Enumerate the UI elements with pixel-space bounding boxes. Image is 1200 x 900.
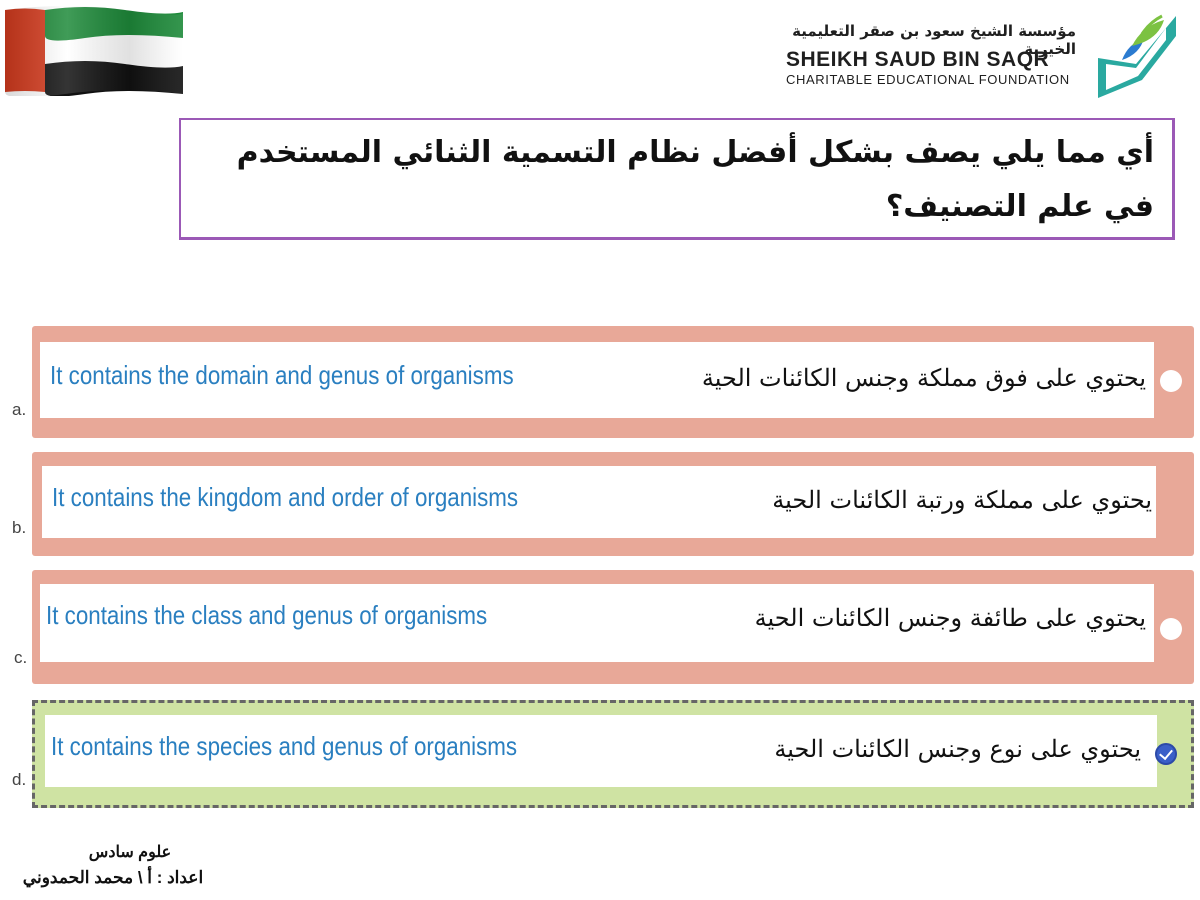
option-arabic-text: يحتوي على فوق مملكة وجنس الكائنات الحية — [701, 364, 1146, 392]
option-c[interactable] — [32, 570, 1194, 684]
radio-button[interactable] — [1160, 370, 1182, 392]
subject-label: علوم سادس — [88, 844, 172, 861]
option-b[interactable] — [32, 452, 1194, 556]
author-label: اعداد : أ \ محمد الحمدوني — [22, 868, 204, 887]
option-english-text: It contains the kingdom and order of organisms — [52, 482, 519, 512]
logo-english-subtitle: CHARITABLE EDUCATIONAL FOUNDATION — [786, 72, 1070, 87]
foundation-logo — [780, 10, 1200, 102]
logo-arabic-name: مؤسسة الشيخ سعود بن صقر التعليمية الخيرية — [792, 22, 1076, 58]
option-letter: c. — [14, 648, 28, 667]
option-arabic-text: يحتوي على مملكة ورتبة الكائنات الحية — [772, 486, 1152, 514]
option-english-text: It contains the domain and genus of organisms — [50, 360, 514, 390]
option-arabic-text: يحتوي على نوع وجنس الكائنات الحية — [774, 735, 1141, 763]
option-letter: d. — [12, 770, 27, 789]
option-arabic-text: يحتوي على طائفة وجنس الكائنات الحية — [754, 604, 1146, 632]
logo-english-name: SHEIKH SAUD BIN SAQR — [786, 48, 1050, 71]
question-text: أي مما يلي يصف بشكل أفضل نظام التسمية الثنائي المستخدم في علم التصنيف؟ — [236, 135, 1154, 224]
question-box — [179, 118, 1175, 240]
book-leaf-icon — [1092, 10, 1182, 102]
option-d[interactable] — [32, 700, 1194, 808]
option-english-text: It contains the species and genus of organisms — [51, 731, 518, 761]
option-english-text: It contains the class and genus of organisms — [46, 600, 488, 630]
option-letter: a. — [12, 400, 27, 419]
option-letter: b. — [12, 518, 27, 537]
radio-button[interactable] — [1160, 618, 1182, 640]
checked-radio-icon[interactable] — [1155, 743, 1177, 765]
uae-flag-icon — [5, 6, 183, 96]
option-a[interactable] — [32, 326, 1194, 438]
